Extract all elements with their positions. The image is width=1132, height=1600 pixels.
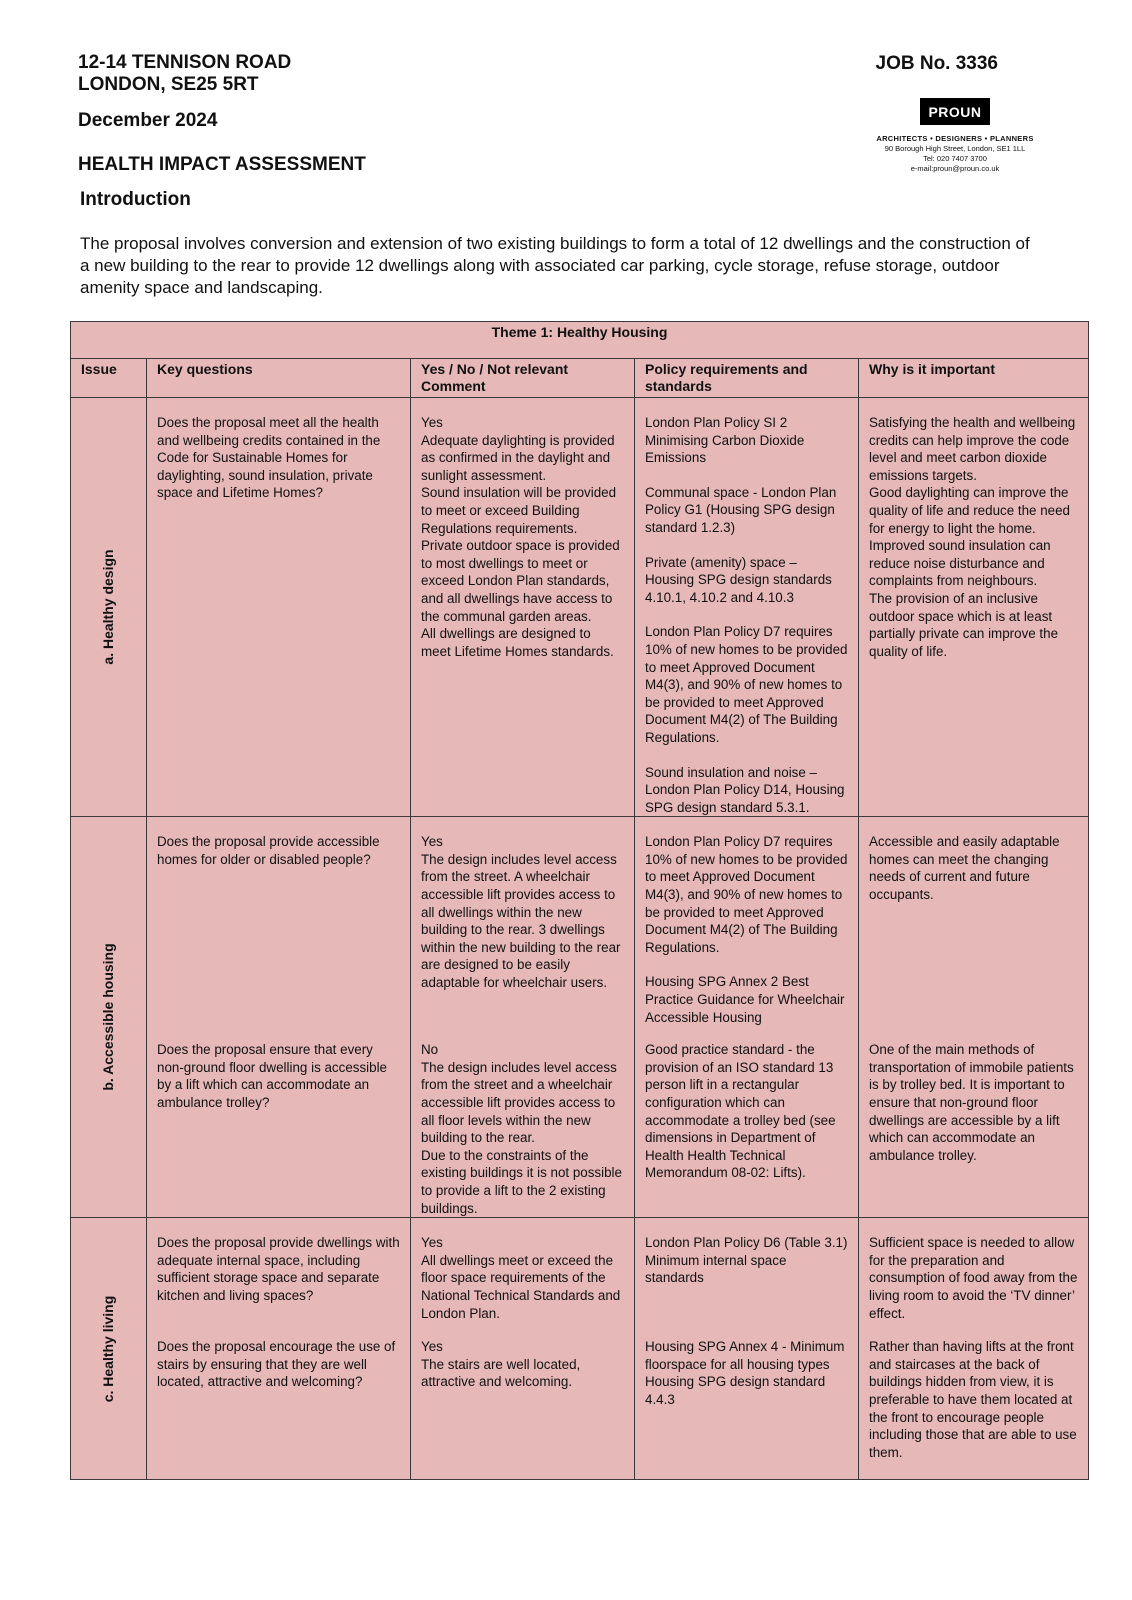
why-cell: [859, 817, 1089, 1218]
issue-label: a. Healthy design: [99, 549, 116, 665]
policy-text: Sound insulation and noise – London Plan Policy D14, Housing SPG design standard 5.3.1.: [645, 764, 845, 815]
issue-cell: [71, 1218, 147, 1480]
policy-cell: [635, 1218, 859, 1480]
key-question: Does the proposal meet all the health and wellbeing credits contained in the Code for Sustainable Homes for daylighting, sound insulation, private space and Lifetime Homes?: [157, 415, 381, 501]
key-questions-cell: [147, 817, 411, 1218]
job-number: JOB No. 3336: [875, 53, 998, 74]
answer-value: No: [421, 1042, 439, 1058]
policy-text: London Plan Policy D7 requires 10% of new homes to be provided to meet Approved Document M4(3), and 90% of new homes to be provided to meet Approved Document M4(2) of The Building Regulations.: [645, 834, 848, 955]
answer-value: Yes: [421, 834, 443, 850]
proun-logo: PROUN: [920, 98, 990, 125]
answer-comment: All dwellings meet or exceed the floor space requirements of the National Technical Standards and London Plan.: [421, 1252, 621, 1321]
policy-text: Housing SPG Annex 4 - Minimum floorspace for all housing types Housing SPG design standard 4.4.3: [645, 1339, 845, 1407]
policy-text: Private (amenity) space – Housing SPG design standards 4.10.1, 4.10.2 and 4.10.3: [645, 554, 832, 605]
policy-text: Communal space - London Plan Policy G1 (Housing SPG design standard 1.2.3): [645, 484, 837, 535]
document-date: December 2024: [78, 110, 218, 131]
policy-cell: [635, 817, 859, 1218]
company-info: [860, 134, 1050, 174]
introduction-paragraph: The proposal involves conversion and extension of two existing buildings to form a total of 12 dwellings and the construction of a new building to the rear to provide 12 dwellings along with associated car parking, cycle storage, refuse storage, outdoor amenity space and landscaping.: [80, 234, 1030, 297]
site-address: [78, 52, 291, 96]
introduction-heading: Introduction: [80, 189, 191, 210]
answer-comment: Private outdoor space is provided to most dwellings to meet or exceed London Plan standards, and all dwellings have access to the communal garden areas.: [421, 538, 620, 624]
key-question: Does the proposal encourage the use of stairs by ensuring that they are well located, attractive and welcoming?: [157, 1339, 396, 1390]
policy-text: London Plan Policy D6 (Table 3.1) Minimum internal space standards: [645, 1235, 848, 1286]
answer-comment: Due to the constraints of the existing buildings it is not possible to provide a lift to the 2 existing buildings.: [421, 1147, 622, 1216]
company-tagline: ARCHITECTS • DESIGNERS • PLANNERS: [876, 134, 1034, 143]
answer-comment: The stairs are well located, attractive and welcoming.: [421, 1356, 581, 1390]
company-address: 90 Borough High Street, London, SE1 1LL: [884, 144, 1026, 153]
answer-comment: The design includes level access from the street. A wheelchair accessible lift provides access to all dwellings within the new building to the rear. 3 dwellings within the new building to the rear are designed to be easily adaptable for wheelchair users.: [421, 851, 621, 991]
why-text: Improved sound insulation can reduce noise disturbance and complaints from neighbours.: [869, 538, 1051, 589]
answer-value: Yes: [421, 415, 443, 430]
address-line-2: LONDON, SE25 5RT: [78, 74, 259, 95]
why-text: Satisfying the health and wellbeing credits can help improve the code level and meet carbon dioxide emissions targets.: [869, 415, 1076, 483]
column-why: Why is it important: [859, 359, 1089, 398]
column-issue: Issue: [71, 359, 147, 398]
company-tel: Tel: 020 7407 3700: [923, 154, 987, 163]
why-text: Good daylighting can improve the quality of life and reduce the need for energy to light the home.: [869, 485, 1071, 536]
company-email: e-mail:proun@proun.co.uk: [910, 164, 1000, 173]
key-question: Does the proposal provide dwellings with adequate internal space, including sufficient storage space and separate kitchen and living spaces?: [157, 1235, 400, 1303]
column-policy: Policy requirements and standards: [635, 359, 859, 398]
policy-cell: [635, 398, 859, 817]
answer-value: Yes: [421, 1339, 443, 1355]
column-yes-no: [411, 359, 635, 398]
column-yes-no-line1: Yes / No / Not relevant: [421, 361, 569, 377]
answer-comment: The design includes level access from the street and a wheelchair accessible lift provides access to all floor levels within the new building to the rear.: [421, 1059, 617, 1146]
why-cell: [859, 398, 1089, 817]
policy-text: London Plan Policy D7 requires 10% of new homes to be provided to meet Approved Document M4(3), and 90% of new homes to be provided to meet Approved Document M4(2) of The Building Regulations.: [645, 624, 848, 745]
address-line-1: 12-14 TENNISON ROAD: [78, 52, 292, 73]
key-question: Does the proposal provide accessible homes for older or disabled people?: [157, 834, 380, 867]
column-yes-no-line2: Comment: [421, 378, 486, 394]
answer-comment: Adequate daylighting is provided as confirmed in the daylight and sunlight assessment.: [421, 432, 615, 483]
issue-label: b. Accessible housing: [99, 943, 116, 1091]
issue-cell: [71, 817, 147, 1218]
why-text: Sufficient space is needed to allow for the preparation and consumption of food away from the living room to avoid the ‘TV dinner’ effect.: [869, 1235, 1078, 1321]
key-questions-cell: [147, 1218, 411, 1480]
why-text: Accessible and easily adaptable homes can meet the changing needs of current and future occupants.: [869, 834, 1060, 903]
policy-text: London Plan Policy SI 2 Minimising Carbon Dioxide Emissions: [645, 415, 805, 466]
table-row-healthy-design: [71, 398, 1089, 817]
why-cell: [859, 1218, 1089, 1480]
document-title: HEALTH IMPACT ASSESSMENT: [78, 154, 366, 175]
why-text: Rather than having lifts at the front and staircases at the back of buildings hidden from view, it is preferable to have them located at the front to encourage people including those that are able to use them.: [869, 1339, 1077, 1460]
why-text: The provision of an inclusive outdoor space which is at least partially private can improve the quality of life.: [869, 590, 1059, 659]
policy-text: Housing SPG Annex 2 Best Practice Guidance for Wheelchair Accessible Housing: [645, 974, 845, 1025]
table-row-healthy-living: [71, 1218, 1089, 1480]
answer-cell: [411, 1218, 635, 1480]
column-key-questions: Key questions: [147, 359, 411, 398]
answer-comment: All dwellings are designed to meet Lifetime Homes standards.: [421, 626, 614, 659]
theme-title: Theme 1: Healthy Housing: [71, 322, 1089, 359]
table-row-accessible-housing: [71, 817, 1089, 1218]
policy-text: Good practice standard - the provision of an ISO standard 13 person lift in a rectangular configuration which can accommodate a trolley bed (see dimensions in Department of Health Health Technical Memorandum 08-02: Lifts).: [645, 1042, 836, 1181]
answer-cell: [411, 398, 635, 817]
answer-comment: Sound insulation will be provided to meet or exceed Building Regulations requirements.: [421, 485, 617, 536]
why-text: One of the main methods of transportation of immobile patients is by trolley bed. It is important to ensure that non-ground floor dwellings are accessible by a lift which can accommodate an ambulance trolley.: [869, 1042, 1074, 1163]
key-question: Does the proposal ensure that every non-ground floor dwelling is accessible by a lift which can accommodate an ambulance trolley?: [157, 1042, 388, 1111]
answer-value: Yes: [421, 1235, 443, 1251]
health-impact-table: [70, 321, 1089, 1480]
issue-label: c. Healthy living: [99, 1295, 116, 1403]
issue-cell: [71, 398, 147, 817]
key-questions-cell: [147, 398, 411, 817]
table-header-row: [71, 359, 1089, 398]
answer-cell: [411, 817, 635, 1218]
